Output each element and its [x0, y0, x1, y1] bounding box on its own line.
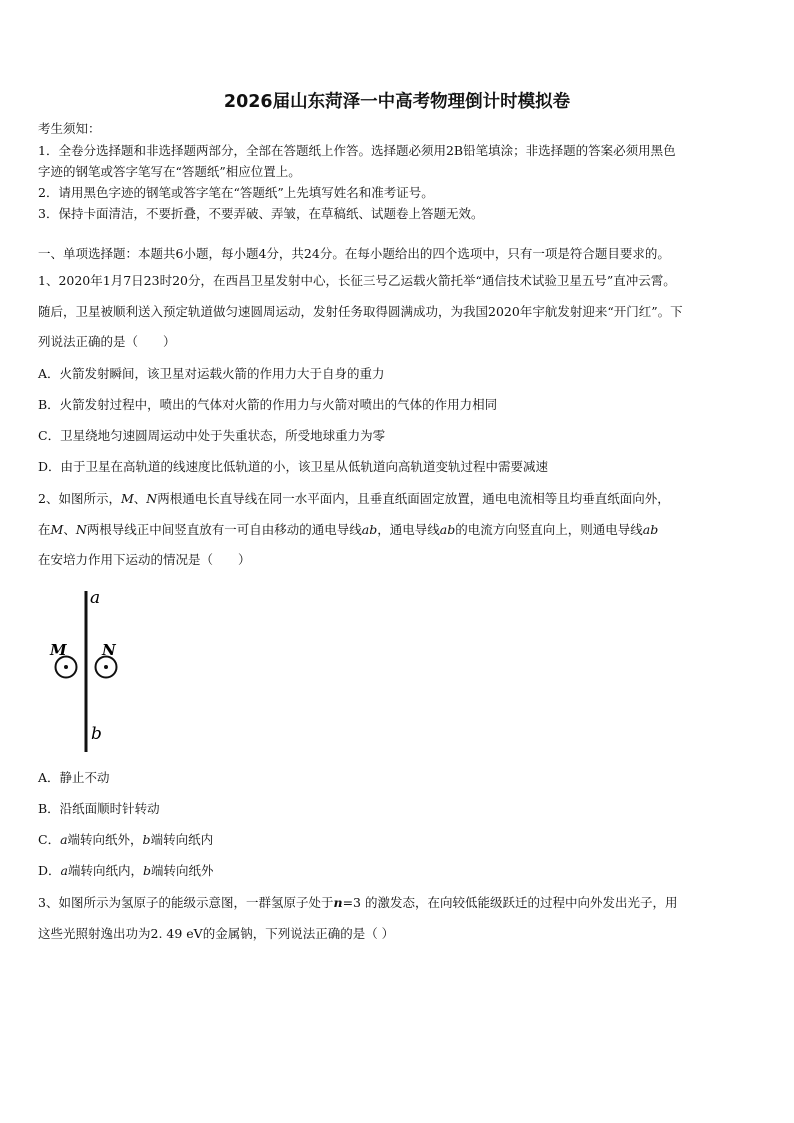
notice-heading: 考生须知： [38, 121, 101, 136]
q3-line-1: 3、如图所示为氢原子的能级示意图，一群氢原子处于n=3 的激发态，在向较低能级跃迁的过程中向外发出光子，用 [38, 895, 678, 910]
var-n: N [146, 491, 158, 506]
notice-item-1: 1．全卷分选择题和非选择题两部分，全部在答题纸上作答。选择题必须用2B铅笔填涂；非选择题的答案必须用黑色 [38, 143, 676, 158]
label-m: M [50, 641, 67, 659]
q2-option-b: B．沿纸面顺时针转动 [38, 801, 160, 816]
label-b: b [91, 724, 102, 744]
label-a: a [90, 588, 101, 608]
label-n: N [102, 641, 116, 659]
q1-option-c: C．卫星绕地匀速圆周运动中处于失重状态，所受地球重力为零 [38, 428, 386, 443]
notice-item-2: 2．请用黑色字迹的钢笔或答字笔在“答题纸”上先填写姓名和准考证号。 [38, 185, 434, 200]
wire-m-dot [64, 665, 68, 669]
q1-line-3: 列说法正确的是（ ） [38, 334, 176, 349]
notice-item-3: 3．保持卡面清洁，不要折叠，不要弄破、弄皱，在草稿纸、试题卷上答题无效。 [38, 206, 484, 221]
q2-option-a: A．静止不动 [38, 770, 110, 785]
q2-line-1: 2、如图所示，M、N两根通电长直导线在同一水平面内，且垂直纸面固定放置，通电电流相等且均垂直纸面向外， [38, 491, 670, 506]
q2-option-d: D．a端转向纸内，b端转向纸外 [38, 863, 214, 878]
notice-item-1-cont: 字迹的钢笔或答字笔写在“答题纸”相应位置上。 [38, 164, 301, 179]
q2-line-3: 在安培力作用下运动的情况是（ ） [38, 552, 251, 567]
page-title: 2026届山东菏泽一中高考物理倒计时模拟卷 [223, 92, 571, 112]
q3-line-2: 这些光照射逸出功为2. 49 eV的金属钠，下列说法正确的是（ ） [38, 926, 395, 941]
q1-option-b: B．火箭发射过程中，喷出的气体对火箭的作用力与火箭对喷出的气体的作用力相同 [38, 397, 498, 412]
q2-figure [45, 585, 125, 760]
q1-option-a: A．火箭发射瞬间，该卫星对运载火箭的作用力大于自身的重力 [38, 366, 385, 381]
var-m: M [120, 491, 134, 506]
wire-n-dot [104, 665, 108, 669]
section-heading: 一、单项选择题：本题共6小题，每小题4分，共24分。在每小题给出的四个选项中，只有一项是符合题目要求的。 [38, 246, 670, 261]
q1-line-1: 1、2020年1月7日23时20分，在西昌卫星发射中心，长征三号乙运载火箭托举“通信技术试验卫星五号”直冲云霄。 [38, 273, 676, 288]
q2-line-2: 在M、N两根导线正中间竖直放有一可自由移动的通电导线ab，通电导线ab的电流方向竖直向上，则通电导线ab [38, 522, 659, 537]
q2-option-c: C．a端转向纸外，b端转向纸内 [38, 832, 214, 847]
q1-option-d: D．由于卫星在高轨道的线速度比低轨道的小，该卫星从低轨道向高轨道变轨过程中需要减速 [38, 459, 549, 474]
q1-line-2: 随后，卫星被顺利送入预定轨道做匀速圆周运动，发射任务取得圆满成功，为我国2020年宇航发射迎来“开门红”。下 [38, 304, 683, 319]
